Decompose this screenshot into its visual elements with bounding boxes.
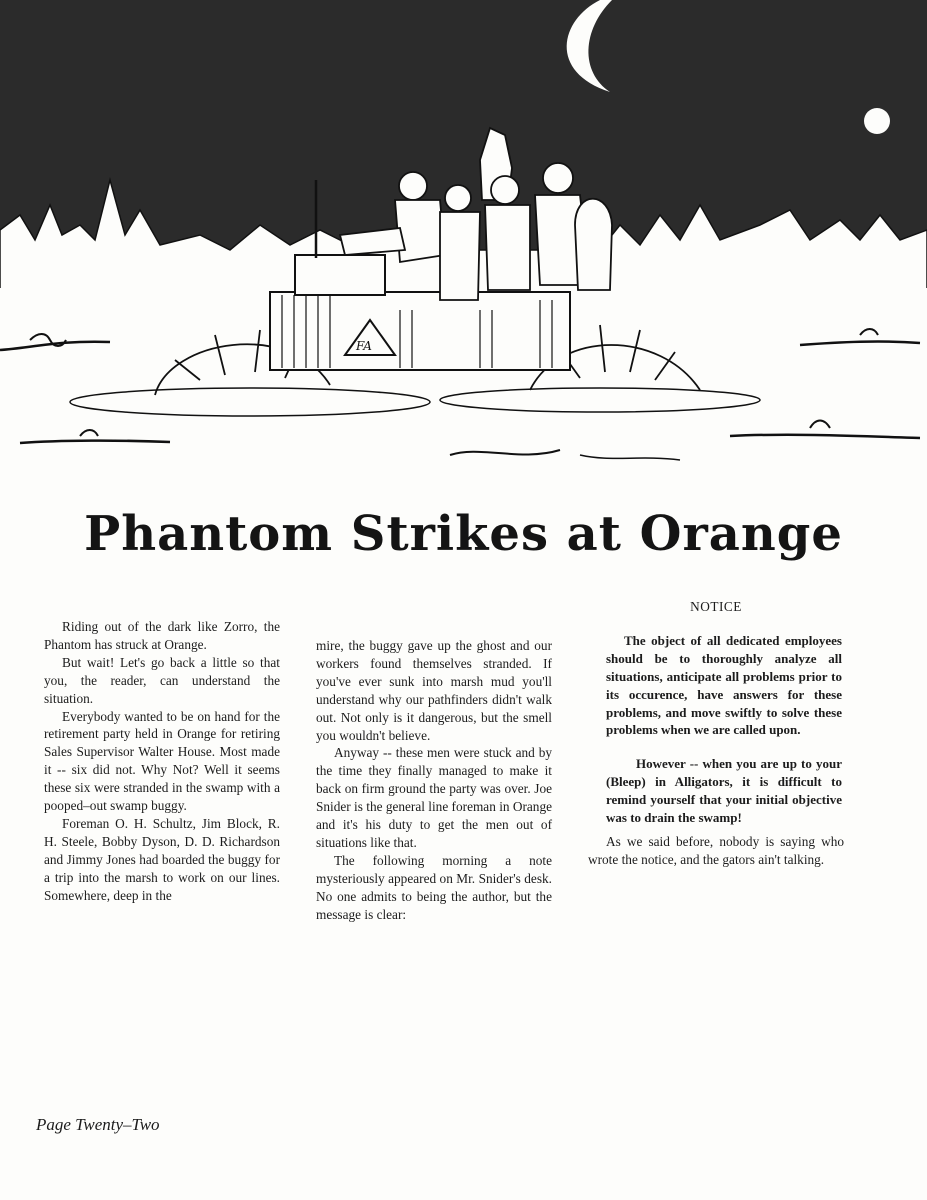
paragraph: But wait! Let's go back a little so that you, the reader, can understand the situation. [44, 654, 280, 706]
closing-paragraph: As we said before, nobody is saying who wrote the notice, and the gators ain't talking. [588, 833, 844, 867]
page-number-footer: Page Twenty–Two [36, 1115, 160, 1134]
article-column-1 [44, 618, 280, 905]
notice-heading: NOTICE [690, 599, 742, 614]
paragraph: Foreman O. H. Schultz, Jim Block, R. H. Steele, Bobby Dyson, D. D. Richardson and Jimmy Jones had boarded the buggy for a trip into the marsh to work on our lines. Somewhere, deep in the [44, 815, 280, 903]
article-column-3 [588, 598, 844, 869]
notice-paragraph: The object of all dedicated employees should be to thoroughly analyze all situations, anticipate all problems prior to its occurence, have answers for these problems, and move swiftly to solve these problems when we are called upon. [606, 632, 842, 738]
article-column-2 [316, 637, 552, 924]
paragraph: Riding out of the dark like Zorro, the Phantom has struck at Orange. [44, 619, 280, 652]
paragraph: The following morning a note mysteriously appeared on Mr. Snider's desk. No one admits to being the author, but the message is clear: [316, 852, 552, 922]
binder-hole [864, 108, 890, 134]
notice-body [588, 632, 844, 827]
buggy-body [270, 292, 570, 370]
headline: Phantom Strikes at Orange [84, 506, 843, 562]
paragraph: mire, the buggy gave up the ghost and our workers found themselves stranded. If you've ever sunk into marsh mud you'll understand why our pathfinders didn't walk out. Not only is it dangerous, but the smell you wouldn't believe. [316, 638, 552, 743]
paragraph: Everybody wanted to be on hand for the retirement party held in Orange for retiring Sales Supervisor Walter House. Most made it -- six did not. Why Not? Well it seems these six were stranded in the swamp with a pooped–out swamp buggy. [44, 708, 280, 814]
paragraph: Anyway -- these men were stuck and by the time they finally managed to make it back on firm ground the party was over. Joe Snider is the general line foreman in Orange and it's his duty to get the men out of situations like that. [316, 745, 552, 850]
swamp-buggy-illustration [0, 0, 927, 480]
buggy-emblem: FA [356, 339, 372, 353]
notice-paragraph: However -- when you are up to your (Bleep) in Alligators, it is difficult to remind yourself that your initial objective was to drain the swamp! [606, 756, 842, 826]
